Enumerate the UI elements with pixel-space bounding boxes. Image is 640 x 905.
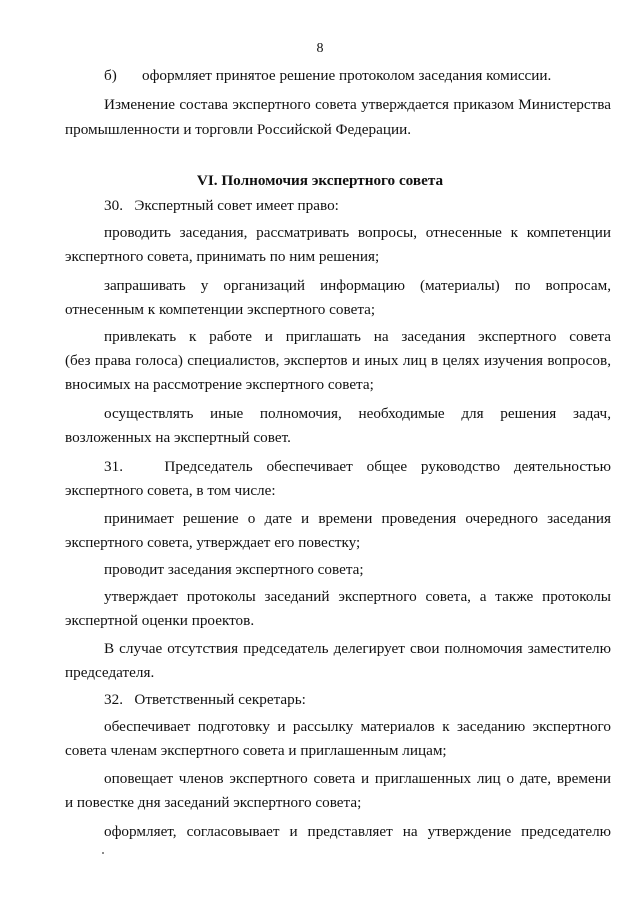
clause-31-title: 31. Председатель обеспечивает общее руководство деятельностью [104,458,611,475]
paragraph-line: обеспечивает подготовку и рассылку материалов к заседанию экспертного [104,718,611,735]
paragraph-line: принимает решение о дате и времени проведения очередного заседания [104,510,611,527]
paragraph-line: проводит заседания экспертного совета; [104,561,364,578]
paragraph-line: оформляет, согласовывает и представляет на утверждение председателю [104,823,611,840]
paragraph-line: экспертного совета, в том числе: [65,482,276,499]
paragraph-line: В случае отсутствия председатель делегирует свои полномочия заместителю [104,640,611,657]
paragraph-line: председателя. [65,664,155,681]
paragraph-line: промышленности и торговли Российской Федерации. [65,121,412,138]
clause-32-title: 32. Ответственный секретарь: [104,691,306,708]
scan-speck [102,852,104,854]
section-heading: VI. Полномочия экспертного совета [196,172,444,189]
paragraph-line: вносимых на рассмотрение экспертного совета; [65,376,374,393]
paragraph-line: проводить заседания, рассматривать вопросы, отнесенные к компетенции [104,224,611,241]
paragraph-line: Изменение состава экспертного совета утверждается приказом Министерства [104,96,611,113]
paragraph-line: (без права голоса) специалистов, экспертов и иных лиц в целях изучения вопросов, [65,352,611,369]
paragraph-line: возложенных на экспертный совет. [65,429,291,446]
paragraph-line: привлекать к работе и приглашать на заседания экспертного совета [104,328,611,345]
clause-30-title: 30. Экспертный совет имеет право: [104,197,339,214]
paragraph-line: оповещает членов экспертного совета и приглашенных лиц о дате, времени [104,770,611,787]
list-marker-b: б) [104,67,117,84]
list-item-b-text: оформляет принятое решение протоколом заседания комиссии. [142,67,552,84]
page-number: 8 [316,41,324,56]
paragraph-line: совета членам экспертного совета и приглашенным лицам; [65,742,447,759]
paragraph-line: и повестке дня заседаний экспертного совета; [65,794,362,811]
paragraph-line: утверждает протоколы заседаний экспертного совета, а также протоколы [104,588,611,605]
paragraph-line: отнесенным к компетенции экспертного совета; [65,301,376,318]
paragraph-line: осуществлять иные полномочия, необходимые для решения задач, [104,405,611,422]
paragraph-line: экспертного совета, принимать по ним решения; [65,248,380,265]
paragraph-line: экспертного совета, утверждает его повестку; [65,534,361,551]
paragraph-line: запрашивать у организаций информацию (материалы) по вопросам, [104,277,611,294]
paragraph-line: экспертной оценки проектов. [65,612,255,629]
